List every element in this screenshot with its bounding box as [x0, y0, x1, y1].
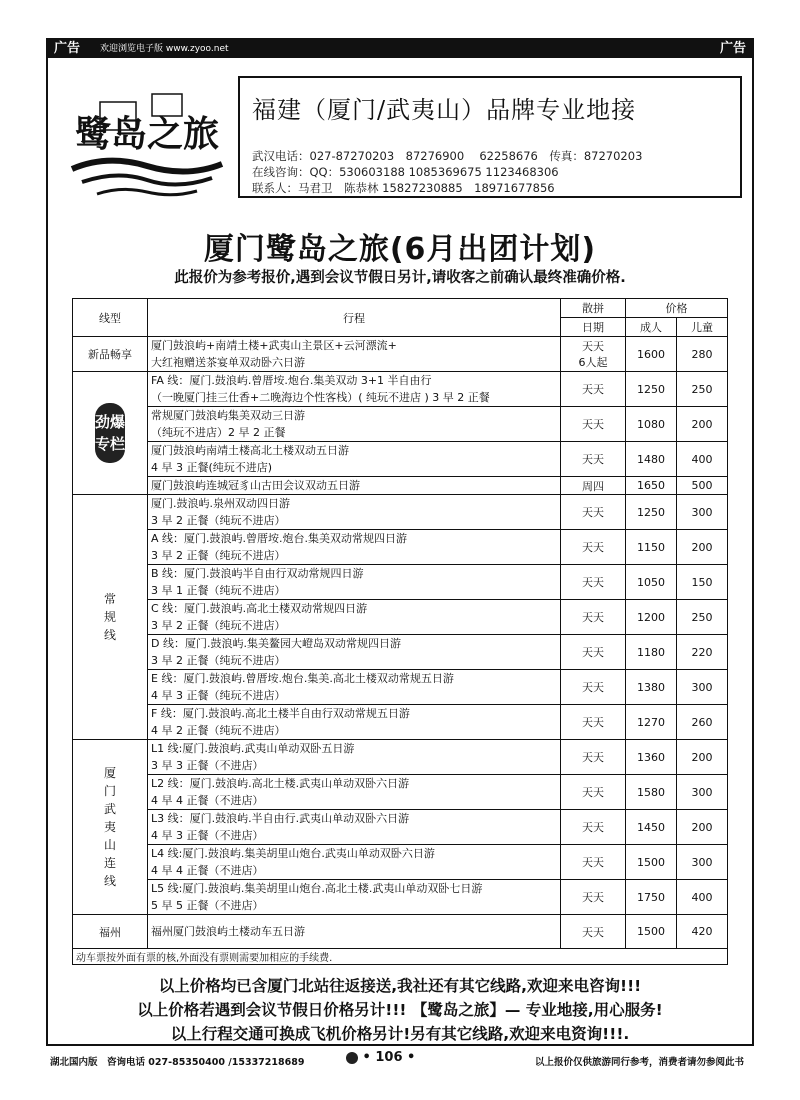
brand-logo [62, 74, 232, 204]
route-cell: L3 线：厦门.鼓浪屿.半自由行.武夷山单动双卧六日游 4 早 3 正餐（不进店） [148, 810, 561, 845]
table-row [73, 372, 728, 407]
date-cell: 天天 [561, 740, 626, 775]
header-category: 线型 [73, 299, 148, 337]
header-route: 行程 [148, 299, 561, 337]
route-cell: D 线：厦门.鼓浪屿.集美鳌园大嶝岛双动常规四日游 3 早 2 正餐（纯玩不进店） [148, 635, 561, 670]
date-cell: 天天 6人起 [561, 337, 626, 372]
adult-price-cell: 1270 [626, 705, 677, 740]
route-cell: L2 线：厦门.鼓浪屿.高北土楼.武夷山单动双卧六日游 4 早 4 正餐（不进店） [148, 775, 561, 810]
header-date-bottom: 日期 [561, 318, 626, 337]
brand-header [48, 58, 752, 216]
page-number [346, 1050, 415, 1065]
table-row [73, 740, 728, 775]
child-price-cell: 420 [677, 915, 728, 949]
route-cell: B 线：厦门.鼓浪屿半自由行双动常规四日游 3 早 1 正餐（纯玩不进店） [148, 565, 561, 600]
table-row [73, 337, 728, 372]
date-cell: 天天 [561, 495, 626, 530]
adult-price-cell: 1580 [626, 775, 677, 810]
adult-price-cell: 1750 [626, 880, 677, 915]
adult-price-cell: 1480 [626, 442, 677, 477]
route-cell: L5 线:厦门.鼓浪屿.集美胡里山炮台.高北土楼.武夷山单动双卧七日游 5 早 5 正餐（不进店） [148, 880, 561, 915]
date-cell: 天天 [561, 705, 626, 740]
table-row [73, 600, 728, 635]
route-cell: FA 线：厦门.鼓浪屿.曾厝垵.炮台.集美双动 3+1 半自由行 （一晚厦门挂三仕香+二晚海边个性客栈）( 纯玩不进店 ) 3 早 2 正餐 [148, 372, 561, 407]
route-cell: L1 线:厦门.鼓浪屿.武夷山单动双卧五日游 3 早 3 正餐（不进店） [148, 740, 561, 775]
date-cell: 天天 [561, 530, 626, 565]
adult-price-cell: 1080 [626, 407, 677, 442]
category-cell: 福州 [73, 915, 148, 949]
table-row [73, 845, 728, 880]
child-price-cell: 150 [677, 565, 728, 600]
table-note-row [73, 949, 728, 965]
child-price-cell: 300 [677, 775, 728, 810]
table-row [73, 442, 728, 477]
welcome-text: 欢迎浏览电子版 www.zyoo.net [100, 44, 229, 54]
table-row [73, 477, 728, 495]
table-row [73, 670, 728, 705]
vertical-category-label: 厦门武夷山连线 [103, 765, 116, 888]
date-cell: 天天 [561, 670, 626, 705]
date-cell: 天天 [561, 915, 626, 949]
table-row [73, 495, 728, 530]
table-row [73, 565, 728, 600]
vertical-category-label: 常规线 [103, 591, 116, 642]
category-cell [73, 372, 148, 495]
route-cell: 厦门鼓浪屿+南靖土楼+武夷山主景区+云河漂流+ 大红袍赠送茶宴单双动卧六日游 [148, 337, 561, 372]
adult-price-cell: 1200 [626, 600, 677, 635]
logo-text: 鹭岛之旅 [74, 114, 220, 155]
table-row [73, 810, 728, 845]
date-cell: 天天 [561, 635, 626, 670]
promo-badge: 劲爆专栏 [95, 403, 125, 463]
table-row [73, 880, 728, 915]
table-row [73, 530, 728, 565]
header-price: 价格 [626, 299, 728, 318]
date-cell: 天天 [561, 442, 626, 477]
adult-price-cell: 1650 [626, 477, 677, 495]
page-number-text: • 106 • [362, 1050, 416, 1065]
table-row [73, 407, 728, 442]
adult-price-cell: 1360 [626, 740, 677, 775]
footer-line-3: 以上行程交通可换成飞机价格另计!另有其它线路,欢迎来电资询!!!. [170, 1025, 630, 1043]
page-subtitle: 此报价为参考报价,遇到会议节假日另计,请收客之前确认最终准确价格. [174, 270, 626, 286]
route-cell: C 线：厦门.鼓浪屿.高北土楼双动常规四日游 3 早 2 正餐（纯玩不进店） [148, 600, 561, 635]
table-row [73, 775, 728, 810]
route-cell: 厦门鼓浪屿连城冠豸山古田会议双动五日游 [148, 477, 561, 495]
table-row [73, 915, 728, 949]
child-price-cell: 200 [677, 810, 728, 845]
date-cell: 天天 [561, 372, 626, 407]
brand-info-box [238, 76, 742, 198]
child-price-cell: 250 [677, 600, 728, 635]
footer-right-text: 以上报价仅供旅游同行参考，消费者请勿参阅此书 [534, 1057, 744, 1068]
date-cell: 天天 [561, 880, 626, 915]
footer-line-1: 以上价格均已含厦门北站往返接送,我社还有其它线路,欢迎来电咨询!!! [158, 977, 642, 995]
edition-icon [346, 1052, 358, 1064]
child-price-cell: 250 [677, 372, 728, 407]
route-cell: L4 线:厦门.鼓浪屿.集美胡里山炮台.武夷山单动双卧六日游 4 早 4 正餐（不进店） [148, 845, 561, 880]
date-cell: 天天 [561, 845, 626, 880]
adult-price-cell: 1250 [626, 372, 677, 407]
table-row [73, 705, 728, 740]
contact-phone: 武汉电话：027-87270203 87276900 62258676 传真：87270203 [252, 149, 643, 163]
child-price-cell: 400 [677, 880, 728, 915]
table-body [73, 337, 728, 965]
child-price-cell: 300 [677, 845, 728, 880]
ad-tag-left: 广告 [48, 40, 86, 58]
footer-line-2: 以上价格若遇到会议节假日价格另计!!! 【鹭岛之旅】— 专业地接,用心服务! [137, 1001, 663, 1019]
child-price-cell: 280 [677, 337, 728, 372]
route-cell: F 线：厦门.鼓浪屿.高北土楼半自由行双动常规五日游 4 早 2 正餐（纯玩不进店） [148, 705, 561, 740]
adult-price-cell: 1500 [626, 915, 677, 949]
ad-tag-right: 广告 [714, 40, 752, 58]
child-price-cell: 200 [677, 530, 728, 565]
ad-sheet [46, 38, 754, 1046]
route-cell: 福州厦门鼓浪屿土楼动车五日游 [148, 915, 561, 949]
child-price-cell: 260 [677, 705, 728, 740]
child-price-cell: 200 [677, 740, 728, 775]
date-cell: 天天 [561, 407, 626, 442]
table-note: 动车票按外面有票的核,外面没有票则需要加相应的手续费. [73, 949, 728, 965]
adult-price-cell: 1500 [626, 845, 677, 880]
adult-price-cell: 1250 [626, 495, 677, 530]
adult-price-cell: 1050 [626, 565, 677, 600]
category-cell [73, 740, 148, 915]
route-cell: 厦门鼓浪屿南靖土楼高北土楼双动五日游 4 早 3 正餐(纯玩不进店) [148, 442, 561, 477]
date-cell: 周四 [561, 477, 626, 495]
category-cell: 新品畅享 [73, 337, 148, 372]
contact-person: 联系人：马君卫 陈恭林 15827230885 18971677856 [252, 181, 555, 195]
header-child: 儿童 [677, 318, 728, 337]
date-cell: 天天 [561, 565, 626, 600]
page-footer [46, 1050, 754, 1070]
brand-title: 福建（厦门/武夷山）品牌专业地接 [252, 96, 637, 124]
header-date-top: 散拼 [561, 299, 626, 318]
category-cell [73, 495, 148, 740]
child-price-cell: 400 [677, 442, 728, 477]
child-price-cell: 220 [677, 635, 728, 670]
top-bar [48, 40, 752, 58]
route-cell: 厦门.鼓浪屿.泉州双动四日游 3 早 2 正餐（纯玩不进店） [148, 495, 561, 530]
header-adult: 成人 [626, 318, 677, 337]
adult-price-cell: 1150 [626, 530, 677, 565]
page-title: 厦门鹭岛之旅(6月出团计划) [203, 232, 597, 267]
footer-left-text: 湖北国内版 咨询电话 027-85350400 /15337218689 [50, 1057, 305, 1068]
child-price-cell: 500 [677, 477, 728, 495]
date-cell: 天天 [561, 810, 626, 845]
child-price-cell: 300 [677, 495, 728, 530]
route-cell: 常规厦门鼓浪屿集美双动三日游 （纯玩不进店）2 早 2 正餐 [148, 407, 561, 442]
tour-price-table [72, 298, 728, 965]
contact-qq: 在线咨询：QQ：530603188 1085369675 1123468306 [252, 165, 559, 179]
adult-price-cell: 1380 [626, 670, 677, 705]
date-cell: 天天 [561, 775, 626, 810]
adult-price-cell: 1180 [626, 635, 677, 670]
child-price-cell: 200 [677, 407, 728, 442]
table-row [73, 635, 728, 670]
route-cell: E 线：厦门.鼓浪屿.曾厝垵.炮台.集美.高北土楼双动常规五日游 4 早 3 正餐（纯玩不进店） [148, 670, 561, 705]
child-price-cell: 300 [677, 670, 728, 705]
adult-price-cell: 1450 [626, 810, 677, 845]
adult-price-cell: 1600 [626, 337, 677, 372]
route-cell: A 线：厦门.鼓浪屿.曾厝垵.炮台.集美双动常规四日游 3 早 2 正餐（纯玩不进店） [148, 530, 561, 565]
date-cell: 天天 [561, 600, 626, 635]
